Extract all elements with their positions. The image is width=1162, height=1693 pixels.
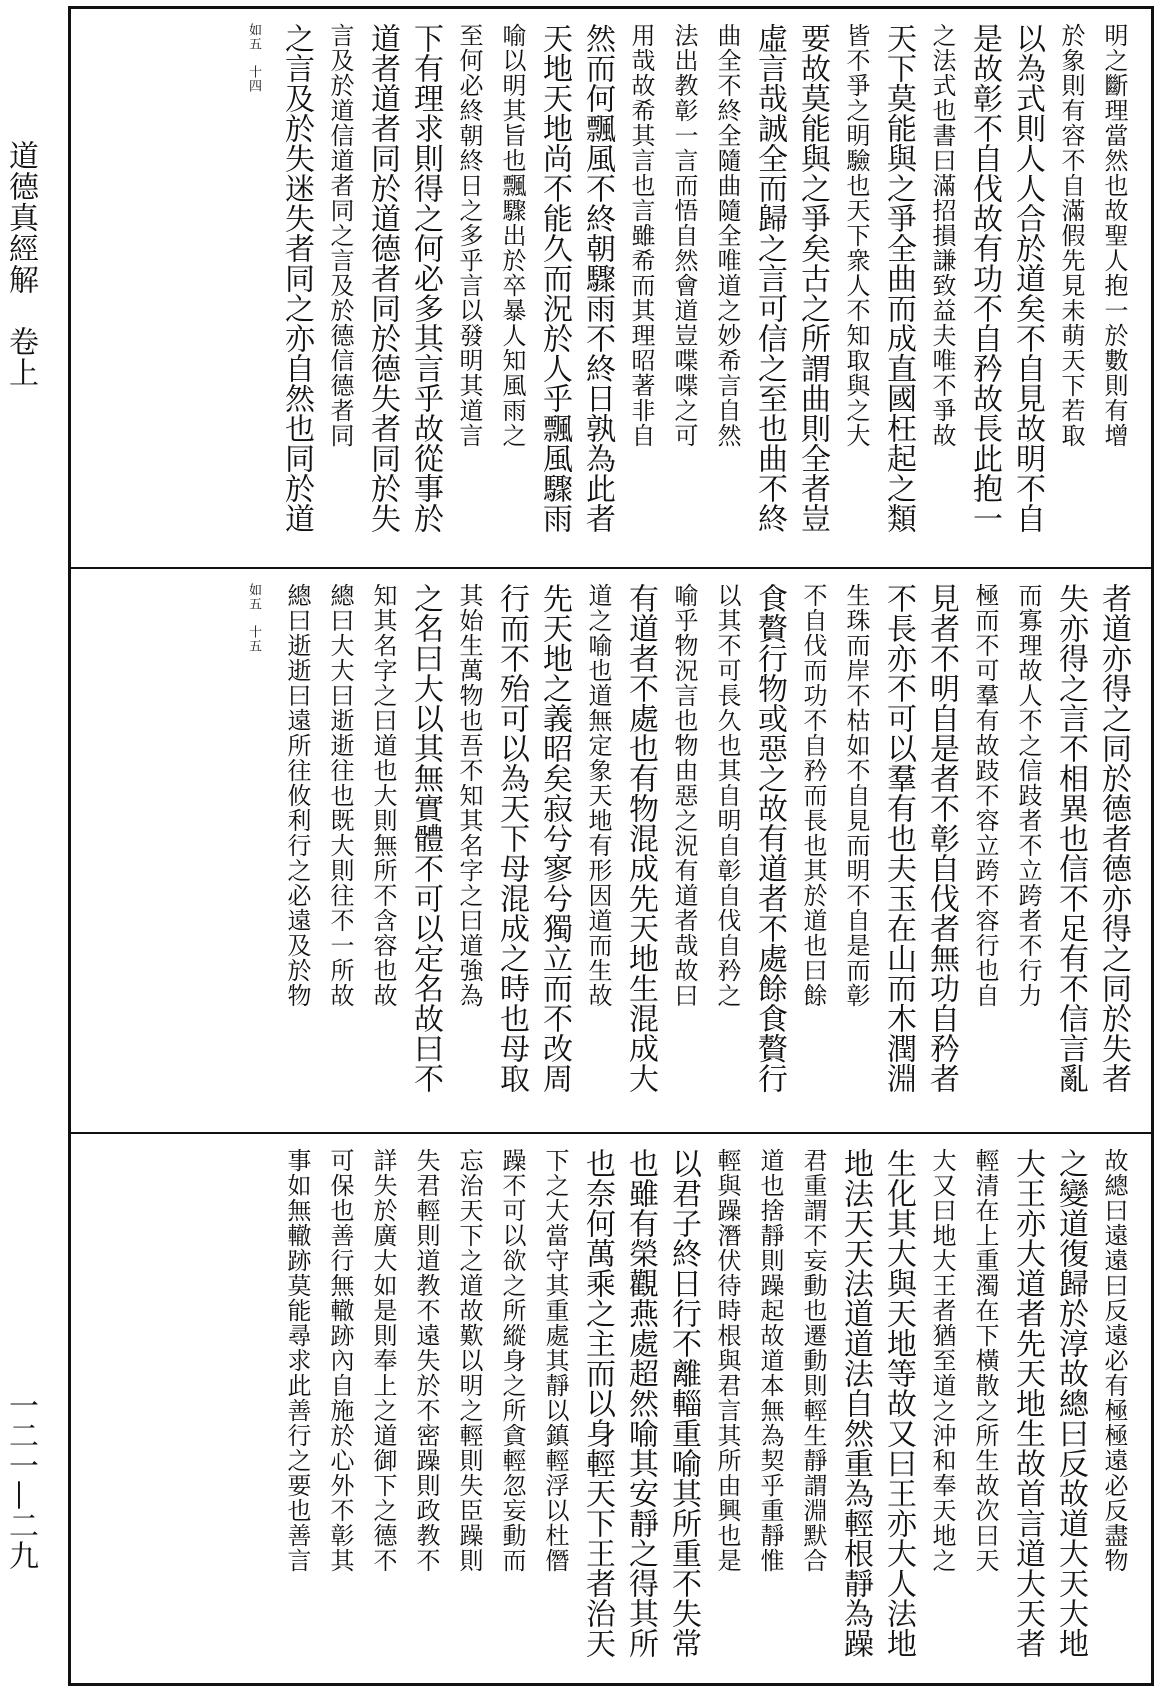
text-column: 以君子終日行不離輜重喻其所重不失常 xyxy=(666,1148,701,1658)
text-column: 之法式也書曰滿招損謙致益夫唯不爭故 xyxy=(928,23,956,448)
text-column: 也奈何萬乘之主而以身輕天下王者治天 xyxy=(580,1148,615,1658)
text-column: 以為式則人人合於道矣不自見故明不自 xyxy=(1010,23,1045,533)
text-column: 食贅行物或惡之故有道者不處餘食贅行 xyxy=(752,583,787,1093)
text-column: 失亦得之言不相異也信不足有不信言亂 xyxy=(1053,583,1088,1093)
text-column: 事如無轍跡莫能尋求此善行之要也善言 xyxy=(283,1148,311,1573)
text-column: 以其不可長久也其自明自彰自伐自矜之 xyxy=(713,583,741,1008)
text-column: 下有理求則得之何必多其言乎故從事於 xyxy=(408,23,443,533)
text-column: 有道者不處也有物混成先天地生混成大 xyxy=(623,583,658,1093)
text-column: 然而何飄風不終朝驟雨不終日孰為此者 xyxy=(580,23,615,533)
text-column: 忘治天下之道故歎以明之輕則失臣躁則 xyxy=(455,1148,483,1573)
text-column: 天下莫能與之爭全曲而成直國枉起之類 xyxy=(881,23,916,533)
text-column: 皆不爭之明驗也天下衆人不知取與之大 xyxy=(842,23,870,448)
folio-marker: 如五 十四 xyxy=(246,23,261,93)
text-column: 失君輕則道教不遠失於不密躁則政教不 xyxy=(412,1148,440,1573)
text-column: 君重謂不妄動也遷動則輕生靜謂淵默合 xyxy=(799,1148,827,1573)
text-column: 之變道復歸於淳故總曰反故道大天大地 xyxy=(1053,1148,1088,1658)
text-column: 大又曰地大王者猶至道之沖和奉天地之 xyxy=(928,1148,956,1573)
text-column: 見者不明自是者不彰自伐者無功自矜者 xyxy=(924,583,959,1093)
text-column: 曲全不終全隨曲隨全唯道之妙希言自然 xyxy=(713,23,741,448)
text-column: 也雖有榮觀燕處超然喻其安靜之得其所 xyxy=(623,1148,658,1658)
book-title: 道德真經解 卷上 xyxy=(3,140,38,388)
text-column: 虛言哉誠全而歸之言可信之至也曲不終 xyxy=(752,23,787,533)
text-column: 知其名字之曰道也大則無所不含容也故 xyxy=(369,583,397,1008)
text-column: 詳失於廣大如是則奉上之道御下之德不 xyxy=(369,1148,397,1573)
text-column: 於象則有容不自滿假先見未萌天下若取 xyxy=(1057,23,1085,448)
text-column: 故總曰遠遠曰反遠必有極極遠必反盡物 xyxy=(1100,1148,1128,1573)
folio-marker: 如五 十五 xyxy=(246,583,261,653)
text-column: 之名曰大以其無實體不可以定名故曰不 xyxy=(408,583,443,1093)
text-column: 行而不殆可以為天下母混成之時也母取 xyxy=(494,583,529,1093)
text-column: 道之喻也道無定象天地有形因道而生故 xyxy=(584,583,612,1008)
text-panel-bottom xyxy=(71,1134,1151,1683)
text-column: 不長亦不可以羣有也夫玉在山而木潤淵 xyxy=(881,583,916,1093)
text-column: 喻乎物況言也物由惡之況有道者哉故曰 xyxy=(670,583,698,1008)
text-column: 生化其大與天地等故又曰王亦大人法地 xyxy=(881,1148,916,1658)
text-column: 道者道者同於道德者同於德失者同於失 xyxy=(365,23,400,533)
text-panel-top xyxy=(71,9,1151,569)
text-column: 可保也善行無轍跡內自施於心外不彰其 xyxy=(326,1148,354,1573)
text-column: 而寡理故人不之信跂者不立跨者不行力 xyxy=(1014,583,1042,1008)
page-number: 一二一—二九 xyxy=(3,1390,38,1570)
text-column: 不自伐而功不自矜而長也其於道也曰餘 xyxy=(799,583,827,1008)
text-column: 之言及於失迷失者同之亦自然也同於道 xyxy=(279,23,314,533)
text-column: 生珠而岸不枯如不自見而明不自是而彰 xyxy=(842,583,870,1008)
text-column: 總曰大大曰逝逝往也既大則往不一所故 xyxy=(326,583,354,1008)
text-column: 言及於道信道者同之言及於德信德者同 xyxy=(326,23,354,448)
text-column: 法出教彰一言而悟自然會道豈喋喋之可 xyxy=(670,23,698,448)
text-column: 下之大當守其重處其靜以鎮輕浮以杜僭 xyxy=(541,1148,569,1573)
text-column: 用哉故希其言也言雖希而其理昭著非自 xyxy=(627,23,655,448)
text-column: 其始生萬物也吾不知其名字之曰道強為 xyxy=(455,583,483,1008)
text-column: 要故莫能與之爭矣古之所謂曲則全者豈 xyxy=(795,23,830,533)
text-column: 輕與躁潛伏待時根與君言其所由興也是 xyxy=(713,1148,741,1573)
text-panel-middle xyxy=(71,569,1151,1134)
text-column: 輕清在上重濁在下橫散之所生故次曰天 xyxy=(971,1148,999,1573)
text-column: 躁不可以欲之所縱身之所貪輕忽妄動而 xyxy=(498,1148,526,1573)
text-column: 總曰逝逝曰遠所往攸利行之必遠及於物 xyxy=(283,583,311,1008)
text-column: 明之斷理當然也故聖人抱一於數則有增 xyxy=(1100,23,1128,448)
text-column: 者道亦得之同於德者德亦得之同於失者 xyxy=(1096,583,1131,1093)
text-column: 先天地之義昭矣寂兮寥兮獨立而不改周 xyxy=(537,583,572,1093)
text-column: 天地天地尚不能久而況於人乎飄風驟雨 xyxy=(537,23,572,533)
text-column: 道也捨靜則躁起故道本無為契乎重靜惟 xyxy=(756,1148,784,1573)
text-column: 至何必終朝終日之多乎言以發明其道言 xyxy=(455,23,483,448)
text-column: 是故彰不自伐故有功不自矜故長此抱一 xyxy=(967,23,1002,533)
text-column: 極而不可羣有故跂不容立跨不容行也自 xyxy=(971,583,999,1008)
text-column: 大王亦大道者先天地生故首言道大天者 xyxy=(1010,1148,1045,1658)
text-column: 地法天天法道道法自然重為輕根靜為躁 xyxy=(838,1148,873,1658)
page-frame xyxy=(68,6,1154,1686)
text-column: 喻以明其旨也飄驟出於卒暴人知風雨之 xyxy=(498,23,526,448)
